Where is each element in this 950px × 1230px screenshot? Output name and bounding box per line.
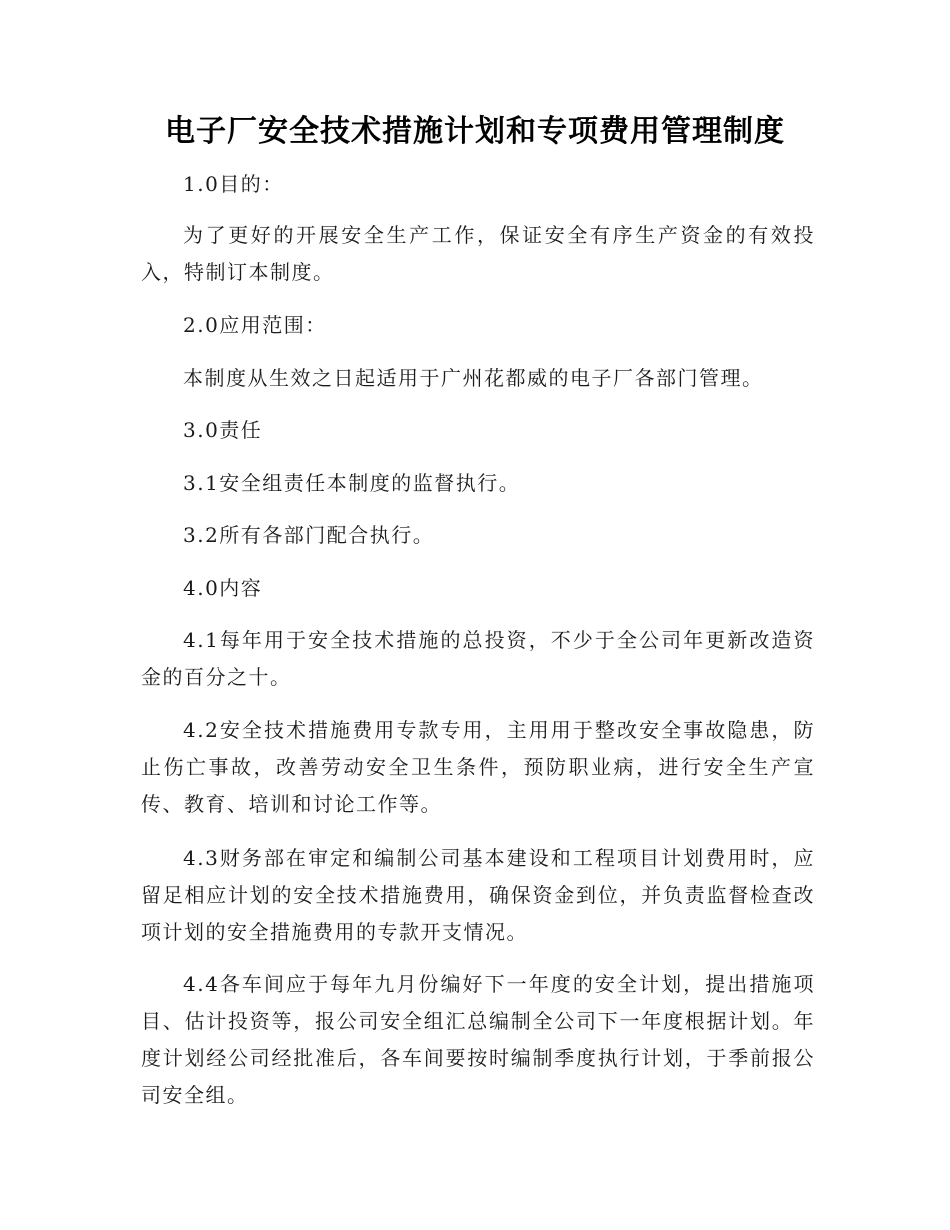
paragraph-3-2: 3.2所有各部门配合执行。 [183,523,435,547]
section-heading-content: 4.0内容 [183,576,263,600]
paragraph-4-4: 4.4各车间应于每年九月份编好下一年度的安全计划，提出措施项目、估计投资等，报公司安全组汇总编制全公司下一年度根据计划。年度计划经公司经批准后，各车间要按时编制季度执行计划，于季前报公司安全组。 [141,972,815,1107]
section-heading-responsibility: 3.0责任 [183,418,263,442]
paragraph-4-3: 4.3财务部在审定和编制公司基本建设和工程项目计划费用时，应留足相应计划的安全技术措施费用，确保资金到位，并负责监督检查改项计划的安全措施费用的专款开支情况。 [141,846,815,944]
paragraph-scope: 本制度从生效之日起适用于广州花都威的电子厂各部门管理。 [183,366,764,390]
paragraph-4-2: 4.2安全技术措施费用专款专用，主用用于整改安全事故隐患，防止伤亡事故，改善劳动安全卫生条件，预防职业病，进行安全生产宣传、教育、培训和讨论工作等。 [141,718,815,816]
section-heading-scope: 2.0应用范围： [183,313,327,337]
document-title: 电子厂安全技术措施计划和专项费用管理制度 [165,114,785,149]
paragraph-purpose: 为了更好的开展安全生产工作，保证安全有序生产资金的有效投入，特制订本制度。 [141,223,815,284]
paragraph-3-1: 3.1安全组责任本制度的监督执行。 [183,471,521,495]
section-heading-purpose: 1.0目的： [183,172,284,196]
paragraph-4-1: 4.1每年用于安全技术措施的总投资，不少于全公司年更新改造资金的百分之十。 [141,628,815,689]
